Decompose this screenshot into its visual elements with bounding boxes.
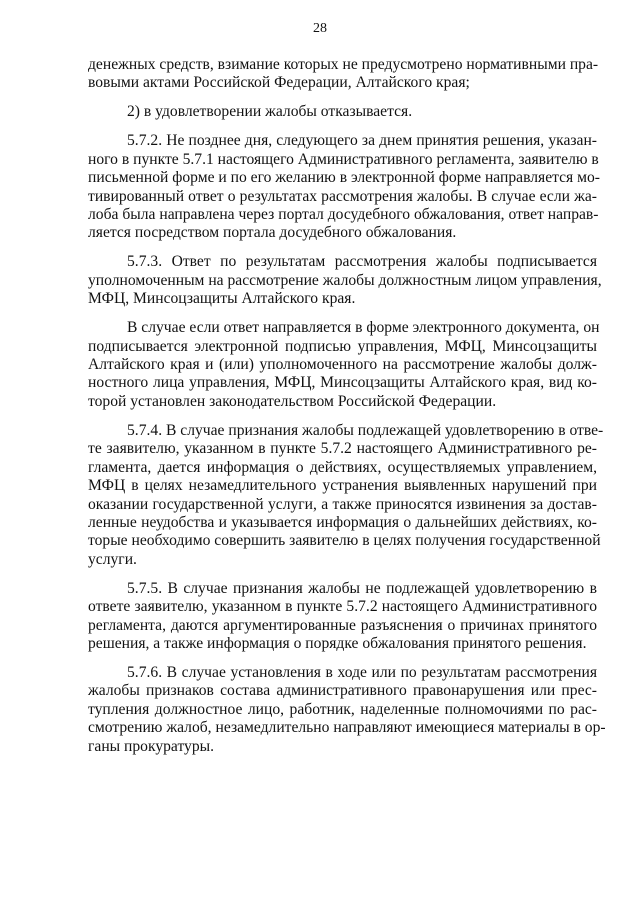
text-line: лоба была направлена через портал досудебного обжалования, ответ направ-	[88, 206, 599, 224]
text-line: 2) в удовлетворении жалобы отказывается.	[127, 103, 413, 121]
text-line: смотрению жалоб, незамедлительно направляют имеющиеся материалы в ор-	[88, 719, 606, 737]
text-line: торой установлен законодательством Российской Федерации.	[88, 392, 497, 410]
paragraph	[88, 663, 606, 756]
paragraph-gap	[88, 243, 597, 254]
text-line: 5.7.5. В случае признания жалобы не подлежащей удовлетворению в	[127, 579, 597, 597]
paragraph-gap	[88, 122, 597, 133]
text-line: ответе заявителю, указанном в пункте 5.7.2 настоящего Административного	[88, 598, 597, 616]
text-line: услуги.	[88, 550, 137, 568]
paragraph	[88, 56, 597, 93]
text-line: вовыми актами Российской Федерации, Алтайского края;	[88, 74, 470, 92]
text-line: ляется посредством портала досудебного обжалования.	[88, 224, 457, 242]
text-line: Алтайского края и (или) уполномоченного на рассмотрение жалобы долж-	[88, 356, 597, 374]
text-line: ганы прокуратуры.	[88, 737, 215, 755]
text-line: оказании государственной услуги, а также приносятся извинения за достав-	[88, 495, 597, 513]
paragraph-gap	[88, 569, 597, 580]
text-line: те заявителю, указанном в пункте 5.7.2 настоящего Административного ре-	[88, 440, 597, 458]
paragraph	[88, 253, 602, 308]
text-line: МФЦ в целях незамедлительного устранения выявленных нарушений при	[88, 477, 597, 495]
text-line: жалобы признаков состава административного правонарушения или прес-	[88, 682, 597, 700]
text-line: ностного лица управления, МФЦ, Минсоцзащиты Алтайского края, вид ко-	[88, 374, 597, 392]
paragraph-gap	[88, 411, 597, 422]
paragraph	[88, 319, 600, 411]
text-line: В случае если ответ направляется в форме электронного документа, он	[127, 319, 600, 337]
text-line: денежных средств, взимание которых не предусмотрено нормативными пра-	[88, 56, 599, 73]
text-line: 5.7.6. В случае установления в ходе или по результатам рассмотрения	[127, 663, 597, 681]
document-body	[88, 56, 606, 756]
text-line: ленные неудобства и указывается информация о дальнейших действиях, ко-	[88, 513, 597, 531]
text-line: ного в пункте 5.7.1 настоящего Административного регламента, заявителю в	[88, 150, 599, 168]
paragraph	[88, 103, 597, 121]
text-line: тивированный ответ о результатах рассмотрения жалобы. В случае если жа-	[88, 187, 597, 205]
text-line: гламента, дается информация о действиях, осуществляемых управлением,	[88, 458, 597, 476]
text-line: подписывается электронной подписью управления, МФЦ, Минсоцзащиты	[88, 337, 597, 355]
paragraph	[88, 421, 604, 569]
text-line: МФЦ, Минсоцзащиты Алтайского края.	[88, 290, 356, 308]
text-line: 5.7.4. В случае признания жалобы подлежащей удовлетворению в отве-	[127, 421, 604, 439]
text-line: решения, а также информация о порядке обжалования принятого решения.	[88, 634, 587, 652]
paragraph	[88, 580, 597, 654]
paragraph-gap	[88, 653, 597, 664]
paragraph-gap	[88, 309, 597, 320]
text-line: 5.7.3. Ответ по результатам рассмотрения жалобы подписывается	[127, 253, 597, 271]
text-line: торые необходимо совершить заявителю в целях получения государственной	[88, 532, 601, 550]
page-number: 28	[313, 21, 327, 36]
text-line: 5.7.2. Не позднее дня, следующего за днем принятия решения, указан-	[127, 132, 597, 150]
text-line: уполномоченным на рассмотрение жалобы должностным лицом управления,	[88, 271, 602, 289]
text-line: регламента, даются аргументированные разъяснения о причинах принятого	[88, 616, 597, 634]
paragraph	[88, 132, 600, 242]
text-line: письменной форме и по его желанию в электронной форме направляется мо-	[88, 169, 600, 187]
paragraph-gap	[88, 93, 597, 104]
text-line: тупления должностное лицо, работник, наделенные полномочиями по рас-	[88, 700, 597, 718]
